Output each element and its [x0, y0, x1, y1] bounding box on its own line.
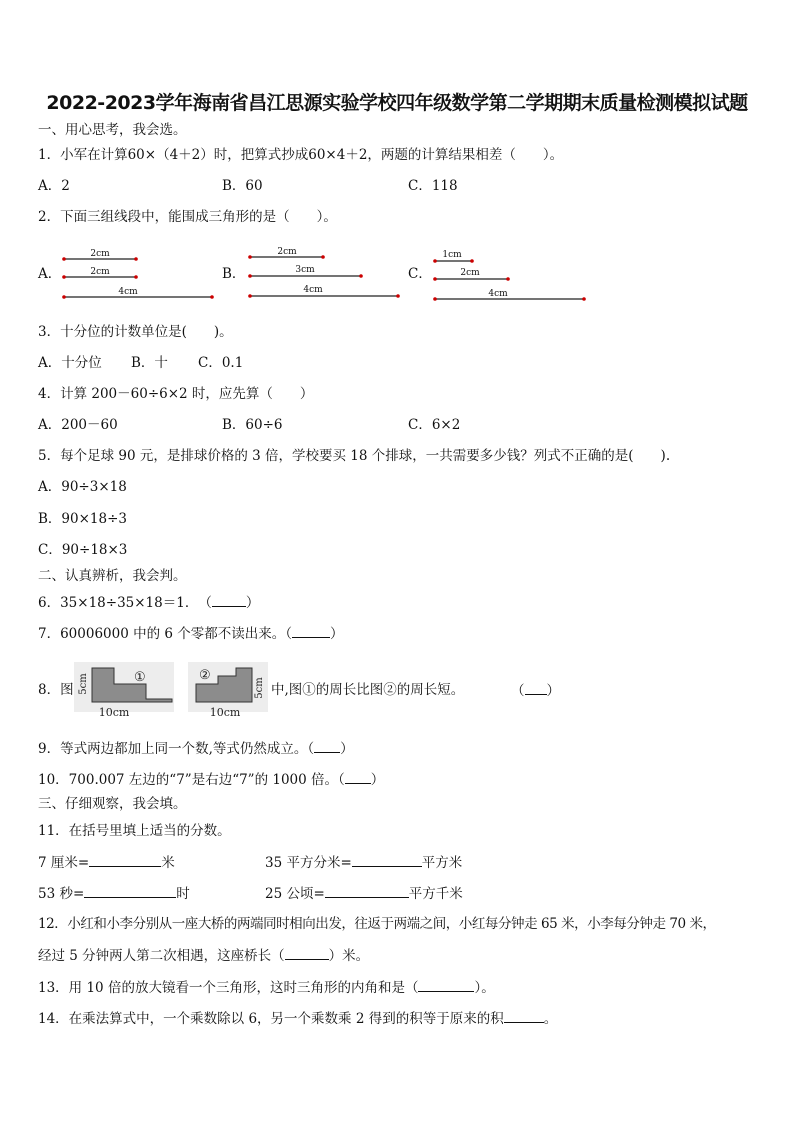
q1-option-b: B．60 — [222, 178, 263, 194]
q11-item-4: 25 公顷= 平方千米 — [265, 886, 463, 902]
question-2: 2．下面三组线段中，能围成三角形的是（ ）。 — [38, 209, 337, 225]
q11-item-3: 53 秒= 时 — [38, 886, 190, 902]
q4-option-a: A．200－60 — [38, 417, 118, 433]
question-9: 9．等式两边都加上同一个数,等式仍然成立。（ ） — [38, 741, 354, 757]
page-title: 2022-2023学年海南省昌江思源实验学校四年级数学第二学期期末质量检测模拟试题 — [46, 92, 748, 114]
q5-option-b: B．90×18÷3 — [38, 511, 127, 527]
q5-option-c: C．90÷18×3 — [38, 542, 128, 558]
q3-option-c: C．0.1 — [198, 355, 244, 371]
q2-a-seg3-label: 4cm — [118, 287, 138, 297]
figure-2-label: ② — [199, 668, 211, 683]
answer-blank[interactable] — [345, 770, 371, 784]
answer-blank[interactable] — [285, 946, 329, 960]
figure-1-bottom-label: 10cm — [98, 706, 130, 719]
answer-blank[interactable] — [352, 853, 422, 867]
answer-blank[interactable] — [418, 978, 474, 992]
q2-a-seg1-label: 2cm — [90, 249, 110, 259]
answer-blank[interactable] — [314, 739, 340, 753]
q1-option-c: C．118 — [408, 178, 458, 194]
question-3: 3．十分位的计数单位是( )。 — [38, 324, 233, 340]
figure-1-label: ① — [134, 670, 146, 685]
question-11: 11．在括号里填上适当的分数。 — [38, 823, 231, 839]
section-2-heading: 二、认真辨析，我会判。 — [38, 568, 187, 584]
answer-blank[interactable] — [212, 593, 246, 607]
q4-option-b: B．60÷6 — [222, 417, 283, 433]
q4-option-c: C．6×2 — [408, 417, 461, 433]
q11-item-1: 7 厘米= 米 — [38, 855, 175, 871]
q2-c-seg3-label: 4cm — [488, 289, 508, 299]
question-5: 5．每个足球 90 元，是排球价格的 3 倍，学校要买 18 个排球，一共需要多少钱？列式不正确的是( ). — [38, 448, 671, 464]
q2-b-seg2-label: 3cm — [295, 265, 315, 275]
answer-blank[interactable] — [292, 624, 330, 638]
q5-option-a: A．90÷3×18 — [38, 479, 127, 495]
section-1-heading: 一、用心思考，我会选。 — [38, 122, 187, 138]
q2-b-seg3-label: 4cm — [303, 285, 323, 295]
answer-blank[interactable] — [84, 884, 176, 898]
answer-blank[interactable] — [525, 681, 547, 695]
question-10: 10．700.007 左边的“7”是右边“7”的 1000 倍。（ ） — [38, 772, 385, 788]
q2-option-a: A． — [38, 266, 62, 282]
question-13: 13．用 10 倍的放大镜看一个三角形，这时三角形的内角和是（ ）。 — [38, 980, 495, 996]
question-4: 4．计算 200－60÷6×2 时，应先算（ ） — [38, 386, 314, 402]
figure-2-side-label: 5cm — [254, 677, 265, 699]
figure-2-bottom-label: 10cm — [209, 706, 241, 719]
q3-option-a: A．十分位 — [38, 355, 102, 371]
answer-blank[interactable] — [325, 884, 409, 898]
q1-option-a: A．2 — [38, 178, 70, 194]
question-1: 1．小军在计算60×（4＋2）时，把算式抄成60×4＋2，两题的计算结果相差（ ）。 — [38, 147, 564, 163]
q2-a-seg2-label: 2cm — [90, 267, 110, 277]
q2-b-seg1-label: 2cm — [277, 247, 297, 257]
q2-c-seg1-label: 1cm — [442, 250, 462, 260]
question-6: 6．35×18÷35×18＝1． （ ） — [38, 595, 260, 611]
q2-option-c: C． — [408, 266, 432, 282]
question-7: 7．60006000 中的 6 个零都不读出来。（ ） — [38, 626, 344, 642]
q2-c-seg2-label: 2cm — [460, 268, 480, 278]
q8-prefix: 8．图 — [38, 682, 74, 698]
figure-1-side-label: 5cm — [78, 673, 89, 695]
q8-figures — [0, 660, 300, 722]
section-3-heading: 三、仔细观察，我会填。 — [38, 796, 187, 812]
q2-segments-figure — [0, 0, 794, 320]
question-8-text: 中,图①的周长比图②的周长短。 — [271, 682, 465, 698]
answer-blank[interactable] — [89, 853, 161, 867]
question-14: 14．在乘法算式中，一个乘数除以 6，另一个乘数乘 2 得到的积等于原来的积 。 — [38, 1011, 558, 1027]
question-12-line-1: 12．小红和小李分别从一座大桥的两端同时相向出发，往返于两端之间，小红每分钟走 65 米，小李每分钟走 70 米， — [38, 916, 716, 932]
q3-option-b: B．十 — [131, 355, 168, 371]
question-8-answer: （ ） — [511, 683, 560, 699]
q2-option-b: B． — [222, 266, 246, 282]
question-12-line-2: 经过 5 分钟两人第二次相遇，这座桥长（ ）米。 — [38, 948, 370, 964]
q11-item-2: 35 平方分米= 平方米 — [265, 855, 463, 871]
answer-blank[interactable] — [504, 1009, 544, 1023]
